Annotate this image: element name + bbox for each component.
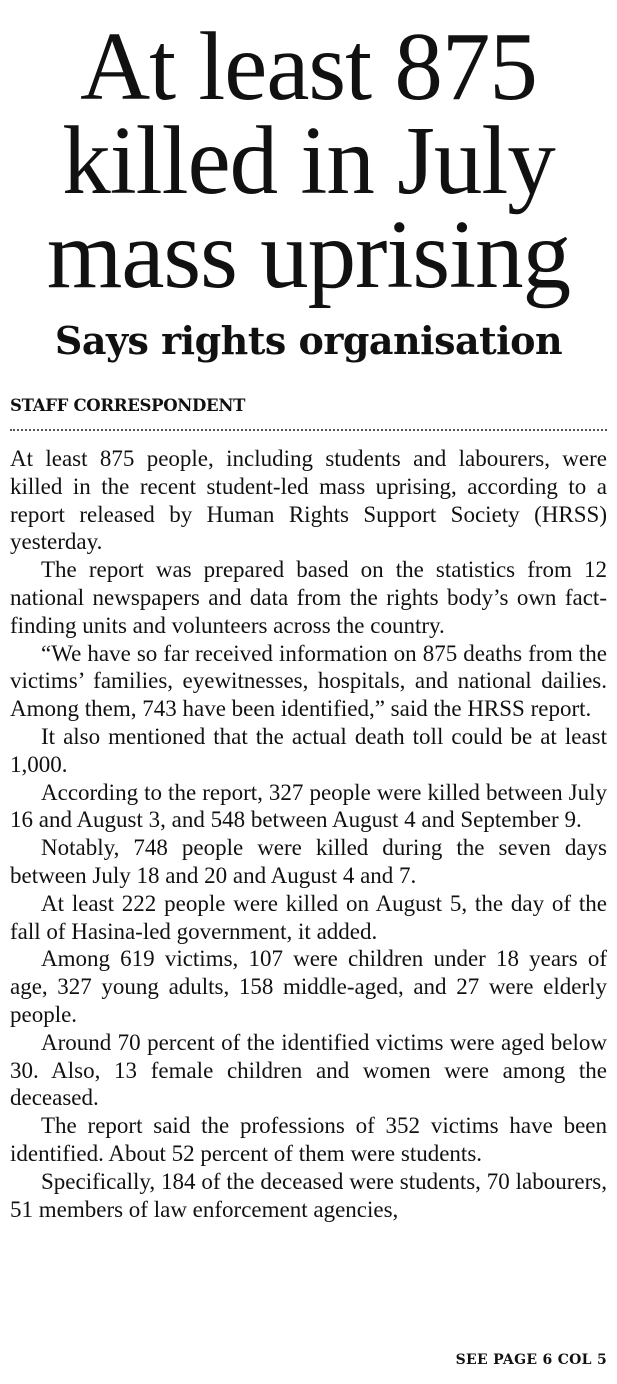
paragraph: Specifically, 184 of the deceased were students, 70 labourers, 51 members of law enforcement agencies, bbox=[10, 1168, 607, 1222]
paragraph: According to the report, 327 people were killed between July 16 and August 3, and 548 between August 4 and September 9. bbox=[10, 779, 607, 833]
headline-line-3: mass uprising bbox=[46, 201, 571, 308]
paragraph: It also mentioned that the actual death toll could be at least 1,000. bbox=[10, 723, 607, 777]
paragraph: Notably, 748 people were killed during the seven days between July 18 and 20 and August 4 and 7. bbox=[10, 835, 607, 888]
byline: STAFF CORRESPONDENT bbox=[10, 396, 246, 415]
subheadline: Says rights organisation bbox=[54, 318, 563, 363]
headline bbox=[0, 13, 617, 308]
continued-jump-line: SEE PAGE 6 COL 5 bbox=[455, 1352, 607, 1368]
headline-line-2: killed in July bbox=[62, 107, 555, 214]
paragraph: The report was prepared based on the statistics from 12 national newspapers and data from the rights body’s own fact-finding units and volunteers across the country. bbox=[10, 557, 607, 638]
headline-line-1: At least 875 bbox=[80, 13, 537, 120]
paragraph: Around 70 percent of the identified victims were aged below 30. Also, 13 female children and women were among the deceased. bbox=[10, 1029, 607, 1111]
paragraph: At least 222 people were killed on August 5, the day of the fall of Hasina-led government, it added. bbox=[10, 890, 607, 944]
paragraph: Among 619 victims, 107 were children under 18 years of age, 327 young adults, 158 middle-aged, and 27 were elderly people. bbox=[10, 946, 607, 1027]
paragraph: At least 875 people, including students and labourers, were killed in the recent student-led mass uprising, according to a report released by Human Rights Support Society (HRSS) yesterday. bbox=[10, 446, 607, 555]
paragraph: “We have so far received information on 875 deaths from the victims’ families, eyewitnesses, hospitals, and national dailies. Among them, 743 have been identified,” said the HRSS report. bbox=[10, 640, 607, 722]
paragraph: The report said the professions of 352 victims have been identified. About 52 percent of them were students. bbox=[10, 1113, 607, 1166]
dotted-divider bbox=[10, 429, 607, 431]
article-body bbox=[10, 445, 607, 1223]
